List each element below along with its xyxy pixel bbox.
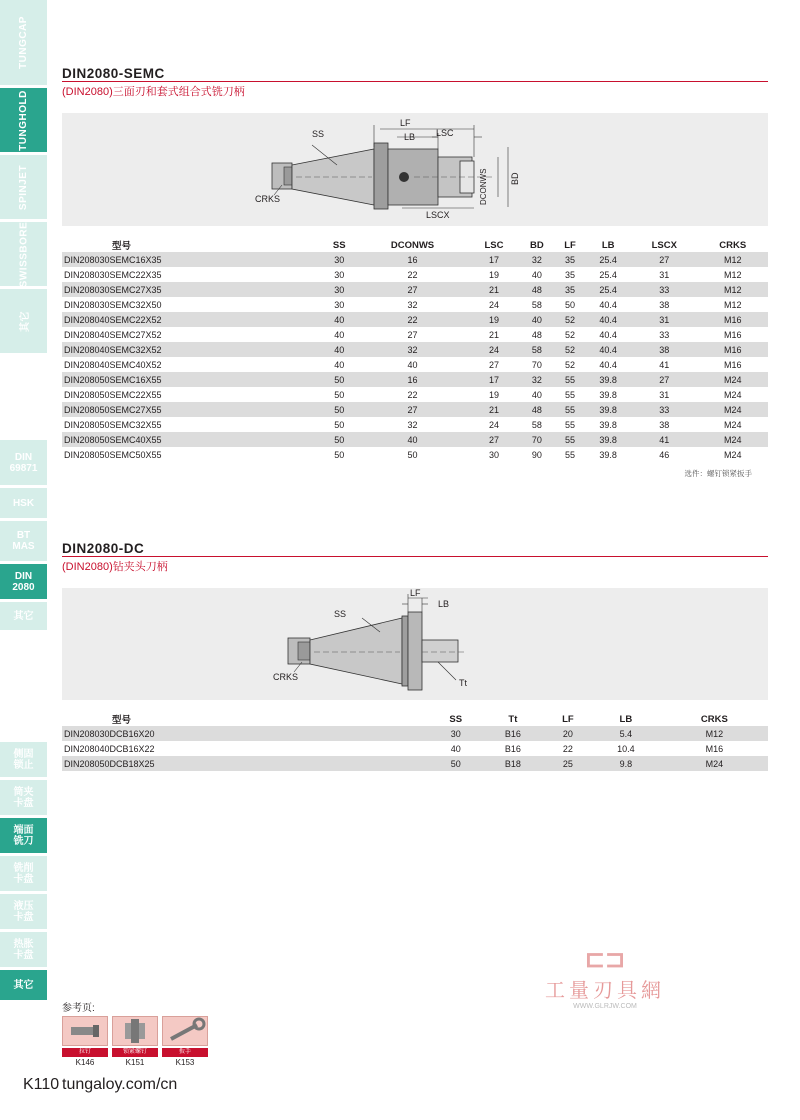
table-cell: 21 xyxy=(469,402,519,417)
label-lb: LB xyxy=(404,132,416,142)
page-number: K110 xyxy=(23,1076,60,1093)
table-cell: DIN208030SEMC22X35 xyxy=(64,269,162,280)
table-cell: 70 xyxy=(531,359,542,370)
table-cell: 55 xyxy=(555,402,585,417)
table-row xyxy=(62,417,768,432)
table-cell: 40.4 xyxy=(599,329,617,340)
table-cell: 5.4 xyxy=(591,726,661,741)
table-cell: 55 xyxy=(555,432,585,447)
label-tt-dc: Tt xyxy=(459,678,467,688)
table-cell: 39.8 xyxy=(585,432,631,447)
table-row xyxy=(62,387,768,402)
table-cell: 22 xyxy=(356,312,469,327)
table-cell: DIN208030SEMC32X50 xyxy=(64,299,162,310)
table-row xyxy=(62,312,768,327)
table-cell: 24 xyxy=(469,342,519,357)
table-cell: M24 xyxy=(697,432,768,447)
table-cell: DIN208030SEMC16X35 xyxy=(62,252,323,267)
table-cell: 35 xyxy=(555,252,585,267)
table-cell: DIN208040SEMC40X52 xyxy=(64,359,162,370)
column-header: 型号 xyxy=(112,715,132,726)
table-cell: 58 xyxy=(531,299,542,310)
label-ss-dc: SS xyxy=(334,609,347,619)
sidebar-tab-hsk[interactable]: HSK xyxy=(0,488,47,518)
table-row xyxy=(62,282,768,297)
table-cell: 39.8 xyxy=(585,372,631,387)
table-row xyxy=(62,357,768,372)
table-row xyxy=(62,756,768,771)
label-lsc: LSC xyxy=(436,128,454,138)
table-cell: DIN208040DCB16X22 xyxy=(64,743,155,754)
sidebar-tab-din2080[interactable]: DIN 2080 xyxy=(0,564,47,599)
table-cell: 30 xyxy=(323,252,356,267)
table-cell: 40 xyxy=(531,389,542,400)
sidebar-tab-side-lock[interactable]: 侧固 锁止 xyxy=(0,742,47,777)
reference-tag: 扳手 xyxy=(162,1048,208,1057)
table-cell: M12 xyxy=(723,269,742,280)
watermark-url: WWW.GLRJW.COM xyxy=(573,1003,637,1010)
table-cell: 17 xyxy=(469,372,519,387)
column-header: DCONWS xyxy=(390,239,435,251)
column-header: LF xyxy=(562,713,574,725)
table-cell: 24 xyxy=(489,419,500,430)
table-cell: 27 xyxy=(407,329,418,340)
table-row xyxy=(62,252,768,267)
table-cell: DIN208030SEMC27X35 xyxy=(62,282,323,297)
table-cell: M16 xyxy=(697,342,768,357)
table-cell: 30 xyxy=(431,726,482,741)
pull-stud-icon xyxy=(62,1016,108,1046)
table-cell: 21 xyxy=(489,329,500,340)
table-cell: DIN208050SEMC32X55 xyxy=(64,419,162,430)
reference-locking-screw[interactable] xyxy=(112,1016,158,1067)
watermark-name: 工量刃具網 xyxy=(545,980,665,1002)
table-cell: 70 xyxy=(519,432,555,447)
table-cell: 21 xyxy=(469,282,519,297)
label-lscx: LSCX xyxy=(426,210,450,220)
column-header: CRKS xyxy=(700,713,728,725)
section1-drawing xyxy=(62,113,768,226)
locking-screw-icon xyxy=(112,1016,158,1046)
table-cell: 38 xyxy=(659,419,670,430)
table-cell: 38 xyxy=(631,342,697,357)
table-cell: 35 xyxy=(555,282,585,297)
reference-tag: 拉钉 xyxy=(62,1048,108,1057)
table-cell: 19 xyxy=(489,389,500,400)
sidebar-tab-face-mill[interactable]: 端面 铣刀 xyxy=(0,818,47,853)
table-cell: 25.4 xyxy=(599,269,617,280)
table-cell: 40.4 xyxy=(599,359,617,370)
table-cell: M24 xyxy=(723,419,742,430)
table-cell: M24 xyxy=(697,402,768,417)
table-cell: 39.8 xyxy=(599,449,617,460)
table-cell: 40 xyxy=(450,743,461,754)
table-cell: 38 xyxy=(659,299,670,310)
table-row xyxy=(62,327,768,342)
table-cell: 32 xyxy=(519,252,555,267)
table-cell: 40 xyxy=(356,432,469,447)
table-cell: 24 xyxy=(489,299,500,310)
table-cell: 19 xyxy=(469,312,519,327)
sidebar-tab-swissbore[interactable]: SWISSBORE xyxy=(0,222,47,286)
table-cell: M16 xyxy=(723,329,742,340)
table-cell: B18 xyxy=(481,756,545,771)
sidebar-tab-hydraulic-chuck[interactable]: 液压 卡盘 xyxy=(0,894,47,929)
table-cell: 30 xyxy=(489,449,500,460)
dc-spec-table xyxy=(62,712,768,771)
table-cell: 41 xyxy=(659,359,670,370)
label-lb-dc: LB xyxy=(438,599,450,609)
table-cell: 31 xyxy=(659,269,670,280)
table-cell: 39.8 xyxy=(599,389,617,400)
column-header: LB xyxy=(601,239,615,251)
reference-page-code: K151 xyxy=(125,1058,145,1067)
table-cell: DIN208040SEMC32X52 xyxy=(62,342,323,357)
table-cell: 30 xyxy=(323,282,356,297)
sidebar-tab-collet-chuck[interactable]: 筒夹 卡盘 xyxy=(0,780,47,815)
column-header: BD xyxy=(529,239,544,251)
table-cell: 55 xyxy=(565,449,576,460)
table-cell: M16 xyxy=(705,743,724,754)
table-cell: 31 xyxy=(631,312,697,327)
table-cell: 40 xyxy=(334,329,345,340)
table-cell: 27 xyxy=(469,432,519,447)
label-lf: LF xyxy=(400,118,411,128)
sidebar-tab-spinjet[interactable]: SPINJET xyxy=(0,155,47,219)
table-cell: DIN208050SEMC50X55 xyxy=(64,449,162,460)
table-cell: 40.4 xyxy=(585,312,631,327)
table-cell: M24 xyxy=(697,372,768,387)
sidebar-tab-din69871[interactable]: DIN 69871 xyxy=(0,440,47,485)
table-cell: 33 xyxy=(631,282,697,297)
table-cell: 40 xyxy=(334,359,345,370)
table-cell: 27 xyxy=(489,359,500,370)
table-header-row xyxy=(62,712,768,726)
column-header: SS xyxy=(332,239,346,251)
wrench-icon xyxy=(162,1016,208,1046)
column-header: SS xyxy=(449,713,463,725)
table-cell: 25.4 xyxy=(585,252,631,267)
sidebar-tab-tunghold[interactable]: TUNGHOLD xyxy=(0,88,47,152)
table-cell: 40.4 xyxy=(585,342,631,357)
table-cell: 40.4 xyxy=(599,299,617,310)
table-cell: M16 xyxy=(697,312,768,327)
table-cell: 40 xyxy=(323,342,356,357)
table-cell: M12 xyxy=(697,282,768,297)
table-cell: 9.8 xyxy=(591,756,661,771)
reference-page-code: K146 xyxy=(75,1058,95,1067)
table-cell: 16 xyxy=(356,252,469,267)
table-cell: 50 xyxy=(334,449,345,460)
table-cell: M24 xyxy=(723,449,742,460)
reference-label: 参考页: xyxy=(62,1003,95,1014)
table-cell: 50 xyxy=(323,402,356,417)
label-crks: CRKS xyxy=(255,194,281,204)
column-header: LB xyxy=(619,713,633,725)
section2-drawing xyxy=(62,588,768,700)
table-cell: DIN208040SEMC27X52 xyxy=(64,329,162,340)
table-cell: 55 xyxy=(565,389,576,400)
table-cell: 52 xyxy=(555,342,585,357)
label-crks-dc: CRKS xyxy=(273,672,299,682)
table-cell: 19 xyxy=(489,269,500,280)
table-cell: 50 xyxy=(323,372,356,387)
table-row xyxy=(62,447,768,462)
table-cell: 35 xyxy=(565,269,576,280)
table-cell: 48 xyxy=(531,329,542,340)
table-cell: DIN208050SEMC27X55 xyxy=(62,402,323,417)
table-cell: 32 xyxy=(407,299,418,310)
sidebar-tab-other-top[interactable]: 其它 xyxy=(0,289,47,353)
table-row xyxy=(62,342,768,357)
watermark xyxy=(540,945,670,1010)
table-row xyxy=(62,741,768,756)
table-cell: 41 xyxy=(631,432,697,447)
table-cell: 33 xyxy=(659,329,670,340)
table-cell: 58 xyxy=(519,342,555,357)
table-cell: 32 xyxy=(356,342,469,357)
section2-title: DIN2080-DC xyxy=(62,541,145,556)
table-cell: M24 xyxy=(661,756,768,771)
reference-wrench[interactable] xyxy=(162,1016,208,1067)
label-ss: SS xyxy=(312,129,325,139)
table-cell: DIN208050SEMC40X55 xyxy=(62,432,323,447)
sidebar-tab-bt-mas[interactable]: BT MAS xyxy=(0,521,47,561)
semc-holder-diagram xyxy=(62,113,768,226)
table-cell: 17 xyxy=(469,252,519,267)
table-cell: 58 xyxy=(531,419,542,430)
table-cell: B16 xyxy=(481,726,545,741)
table-cell: 33 xyxy=(631,402,697,417)
table-cell: M16 xyxy=(723,359,742,370)
table-cell: 27 xyxy=(631,252,697,267)
table-cell: 52 xyxy=(565,329,576,340)
table-cell: 48 xyxy=(519,402,555,417)
table-cell: 10.4 xyxy=(617,743,635,754)
dc-holder-diagram xyxy=(62,588,768,700)
sidebar-tab-other-bottom[interactable]: 其它 xyxy=(0,970,47,1000)
table-cell: 39.8 xyxy=(599,419,617,430)
table-row xyxy=(62,297,768,312)
table-cell: 40 xyxy=(531,269,542,280)
table-cell: 27 xyxy=(631,372,697,387)
table-cell: DIN208050DCB18X25 xyxy=(62,756,431,771)
table-cell: 30 xyxy=(334,269,345,280)
column-header: LSCX xyxy=(651,239,677,251)
column-header: Tt xyxy=(508,713,518,725)
table-cell: M24 xyxy=(723,389,742,400)
table-cell: 50 xyxy=(334,389,345,400)
table-row xyxy=(62,726,768,741)
table-cell: 55 xyxy=(565,419,576,430)
label-lf-dc: LF xyxy=(410,588,421,598)
column-header: LF xyxy=(564,239,576,251)
table-cell: 40 xyxy=(407,359,418,370)
semc-spec-table xyxy=(62,238,768,462)
table-cell: 20 xyxy=(545,726,591,741)
section1-subtitle: (DIN2080)三面刃和套式组合式铣刀柄 xyxy=(62,86,245,98)
table-cell: 50 xyxy=(334,419,345,430)
table-cell: 22 xyxy=(407,389,418,400)
table-cell: 25 xyxy=(545,756,591,771)
reference-pull-stud[interactable] xyxy=(62,1016,108,1067)
sidebar-tab-tungcap[interactable]: TUNGCAP xyxy=(0,0,47,85)
column-header: 型号 xyxy=(112,241,132,252)
table-cell: 32 xyxy=(519,372,555,387)
table-cell: M12 xyxy=(697,252,768,267)
table-cell: 30 xyxy=(334,299,345,310)
table-cell: 40 xyxy=(323,312,356,327)
table-cell: 39.8 xyxy=(585,402,631,417)
section1-note: 选件：螺钉锁紧扳手 xyxy=(684,469,752,478)
table-cell: 46 xyxy=(659,449,670,460)
table-cell: DIN208050SEMC16X55 xyxy=(62,372,323,387)
sidebar-tab-shrink-chuck[interactable]: 热胀 卡盘 xyxy=(0,932,47,967)
table-row xyxy=(62,402,768,417)
reference-tag: 锁紧螺钉 xyxy=(112,1048,158,1057)
sidebar-tab-other-mid[interactable]: 其它 xyxy=(0,602,47,630)
table-cell: 52 xyxy=(555,312,585,327)
table-cell: M12 xyxy=(661,726,768,741)
table-cell: 22 xyxy=(562,743,573,754)
table-cell: DIN208050SEMC22X55 xyxy=(64,389,162,400)
section2-divider xyxy=(62,556,768,557)
table-cell: 27 xyxy=(356,282,469,297)
table-row xyxy=(62,267,768,282)
table-cell: DIN208030DCB16X20 xyxy=(62,726,431,741)
table-row xyxy=(62,432,768,447)
table-cell: 50 xyxy=(407,449,418,460)
sidebar-tab-milling-chuck[interactable]: 铣削 卡盘 xyxy=(0,856,47,891)
table-cell: B16 xyxy=(504,743,521,754)
reference-page-code: K153 xyxy=(175,1058,195,1067)
section1-title: DIN2080-SEMC xyxy=(62,66,165,81)
label-bd: BD xyxy=(510,172,520,185)
table-cell: 27 xyxy=(356,402,469,417)
table-cell: 22 xyxy=(407,269,418,280)
table-cell: 50 xyxy=(323,432,356,447)
table-cell: 16 xyxy=(356,372,469,387)
table-cell: 31 xyxy=(659,389,670,400)
table-cell: M12 xyxy=(723,299,742,310)
column-header: CRKS xyxy=(719,239,747,251)
table-cell: 48 xyxy=(519,282,555,297)
table-cell: DIN208040SEMC22X52 xyxy=(62,312,323,327)
table-cell: 52 xyxy=(565,359,576,370)
column-header: LSC xyxy=(484,239,504,251)
table-cell: 50 xyxy=(565,299,576,310)
table-cell: 90 xyxy=(531,449,542,460)
table-cell: 55 xyxy=(555,372,585,387)
table-header-row xyxy=(62,238,768,252)
table-cell: 40 xyxy=(519,312,555,327)
label-dconws: DCONWS xyxy=(479,168,488,205)
footer-site-link[interactable]: tungaloy.com/cn xyxy=(62,1076,178,1093)
table-cell: 50 xyxy=(431,756,482,771)
table-cell: 32 xyxy=(407,419,418,430)
table-cell: 25.4 xyxy=(585,282,631,297)
section1-divider xyxy=(62,81,768,82)
table-row xyxy=(62,372,768,387)
section2-subtitle: (DIN2080)钻夹头刀柄 xyxy=(62,561,168,573)
watermark-logo-icon: ⊏⊐ xyxy=(584,946,626,973)
